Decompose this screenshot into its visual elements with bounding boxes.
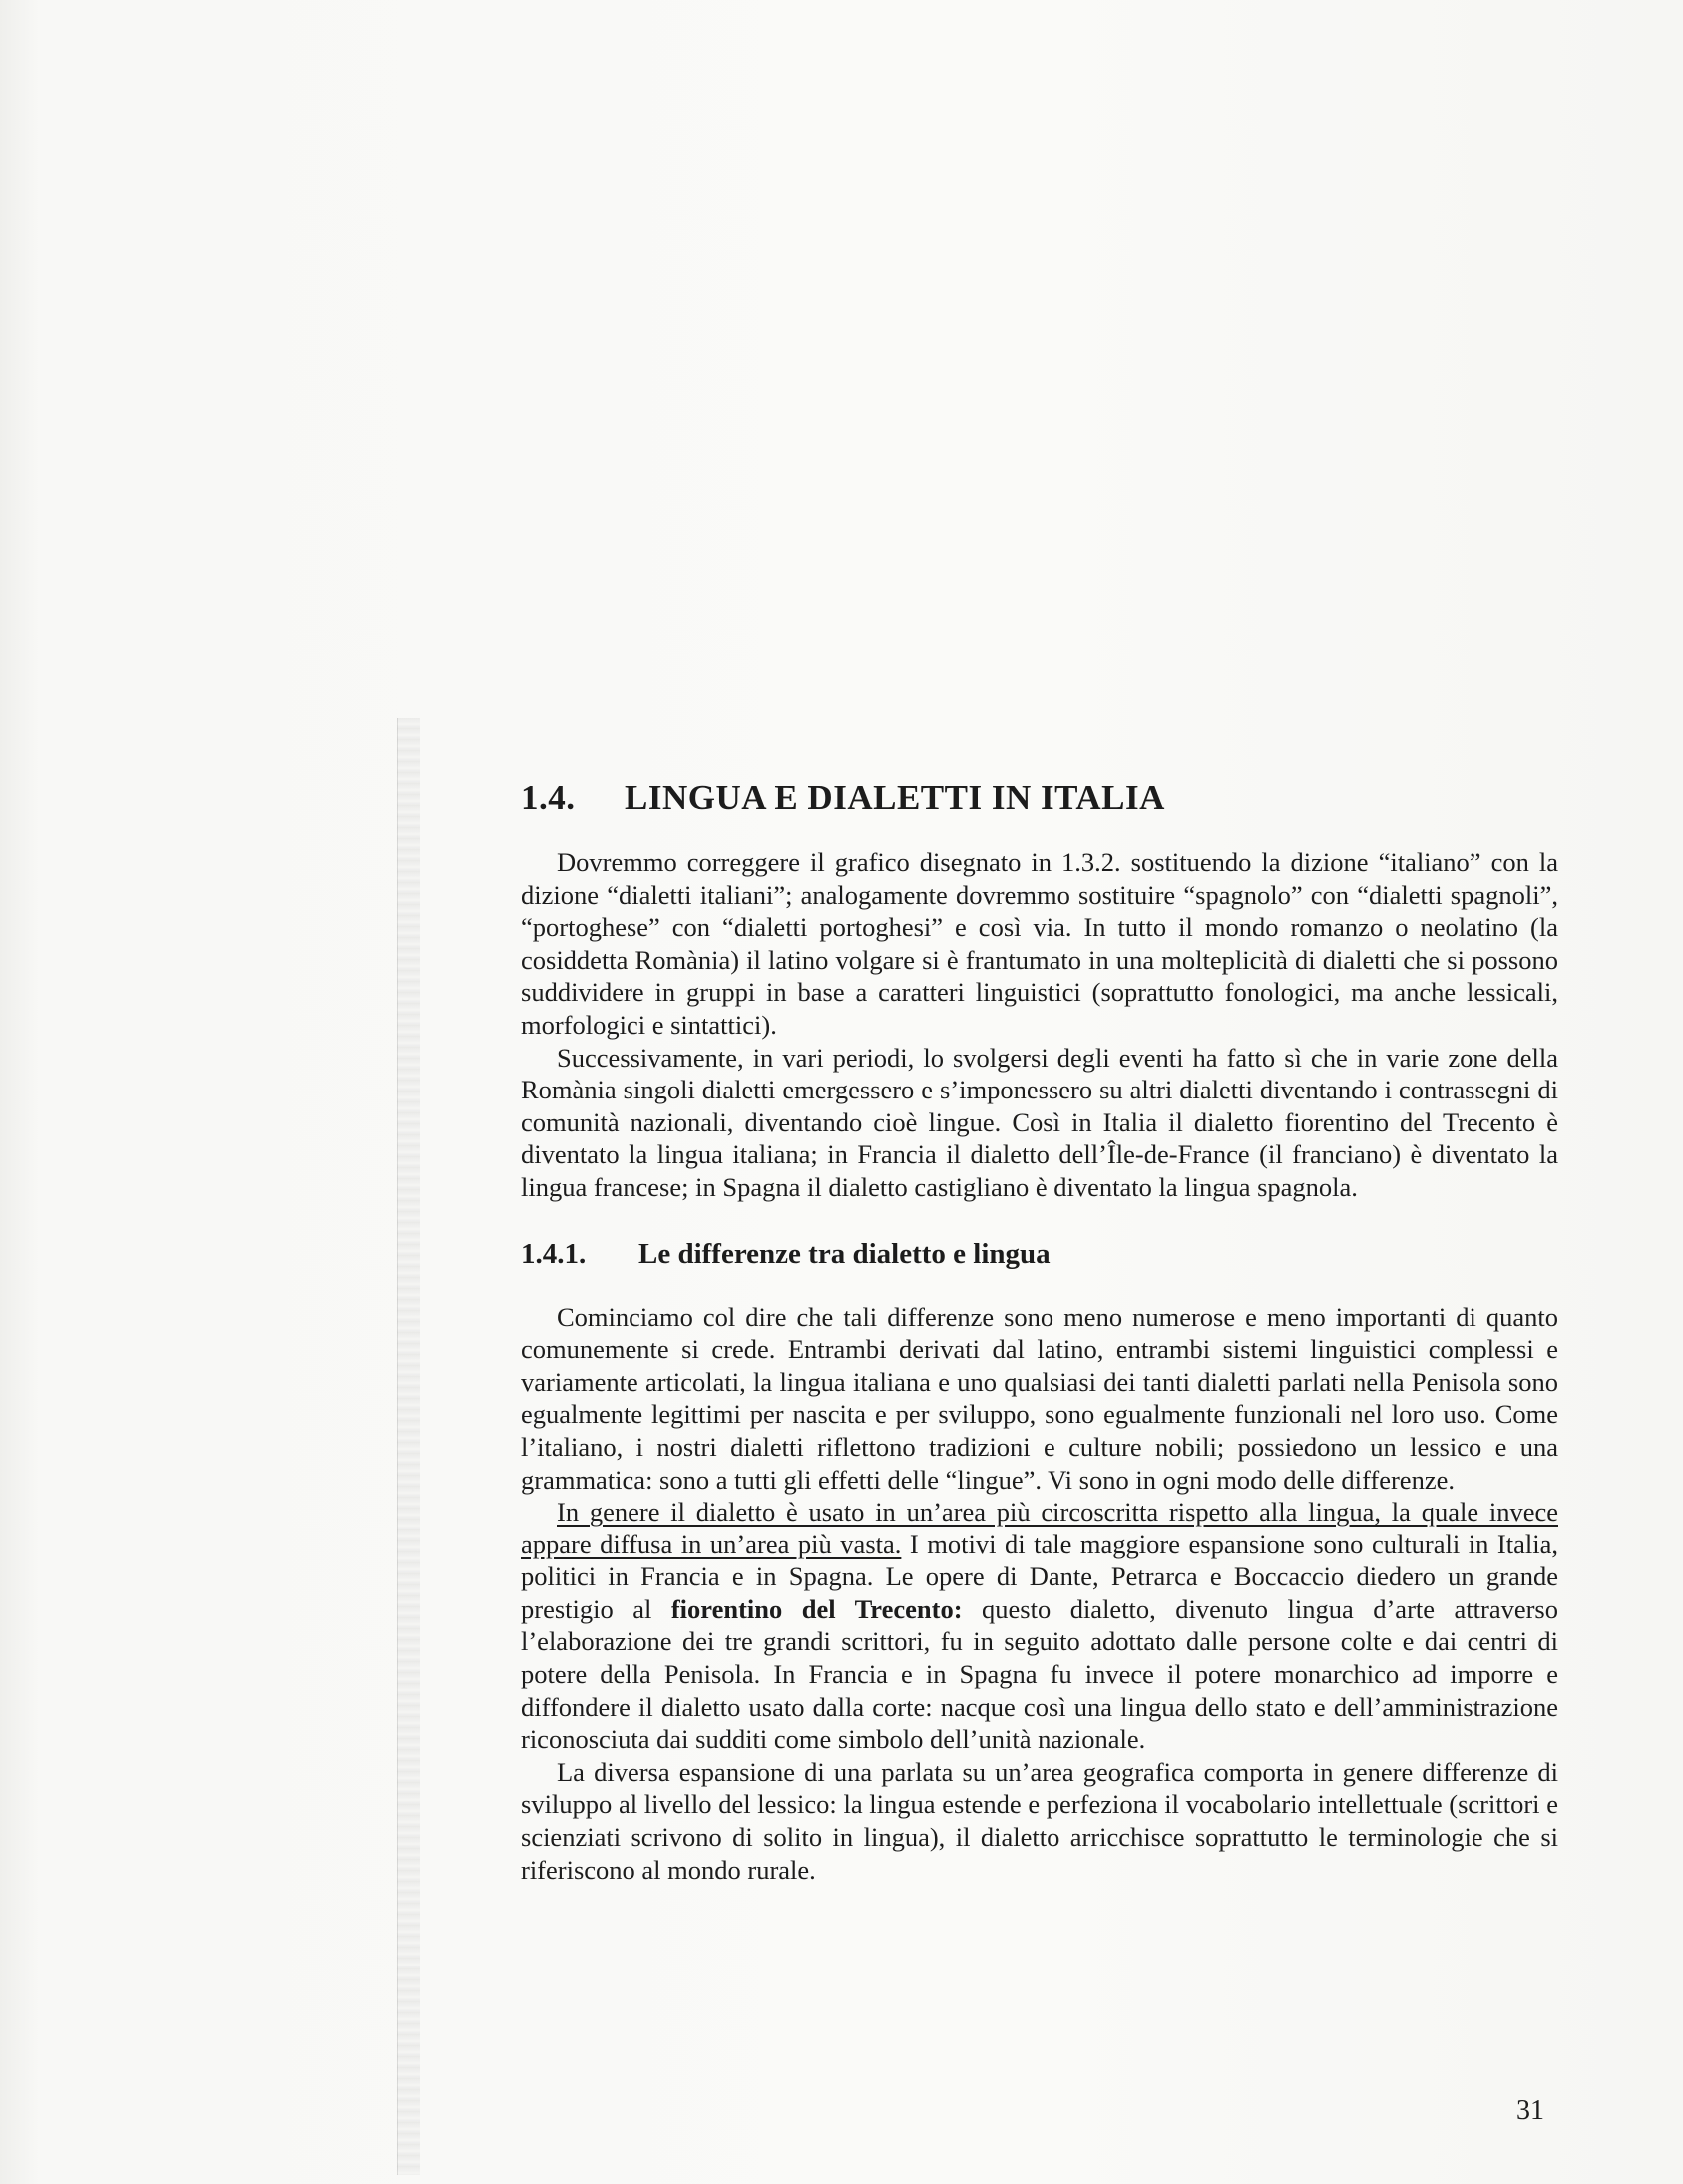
section-number: 1.4. [521,778,576,817]
paragraph-in-genere-text-2: questo dialetto, divenuto lingua d’arte attraverso l’elaborazione dei tre grandi scrittori, fu in seguito adottato dalle persone colte e dai centri di potere della Penisola. In Francia e in Spagna fu invece il potere monarchico ad imporre e diffondere il dialetto usato dalla corte: nacque così una lingua dello stato e dell’amministrazione riconosciuta dai sudditi come simbolo dell’unità nazionale. [521,1593,1558,1755]
section-title: LINGUA E DIALETTI IN ITALIA [625,778,1165,817]
underlined-sentence: In genere il dialetto è usato in un’area più circoscritta rispetto alla lingua, la quale invece appare diffusa in un’area più vasta. [521,1497,1558,1559]
page-content [521,778,1558,1886]
paragraph-diversa-espansione: La diversa espansione di una parlata su un’area geografica comporta in genere differenze di sviluppo al livello del lessico: la lingua estende e perfeziona il vocabolario intellettuale (scrittori e scienziati scrivono di solito in lingua), il dialetto arricchisce soprattutto le terminologie che si riferiscono al mondo rurale. [521,1756,1558,1885]
paragraph-successivamente: Successivamente, in vari periodi, lo svolgersi degli eventi ha fatto sì che in varie zone della Romània singoli dialetti emergessero e s’imponessero su altri dialetti diventando i contrassegni di comunità nazionali, diventando cioè lingue. Così in Italia il dialetto fiorentino del Trecento è diventato la lingua italiana; in Francia il dialetto dell’Île-de-France (il franciano) è diventato la lingua francese; in Spagna il dialetto castigliano è diventato la lingua spagnola. [521,1042,1558,1202]
paragraph-in-genere [521,1496,1558,1756]
subsection-title: Le differenze tra dialetto e lingua [638,1237,1051,1270]
paragraph-cominciamo: Cominciamo col dire che tali differenze sono meno numerose e meno importanti di quanto comunemente si crede. Entrambi derivati dal latino, entrambi sistemi linguistici complessi e variamente articolati, la lingua italiana e uno qualsiasi dei tanti dialetti parlati nella Penisola sono egualmente legittimi per nascita e per sviluppo, sono egualmente funzionali nel loro uso. Come l’italiano, i nostri dialetti riflettono tradizioni e culture nobili; possiedono un lessico e una grammatica: sono a tutti gli effetti delle “lingue”. Vi sono in ogni modo delle differenze. [521,1301,1558,1495]
subsection-heading [521,1238,1558,1271]
page-number: 31 [1516,2095,1544,2126]
paragraph-in-genere-text-1: I motivi di tale maggiore espansione sono culturali in Italia, politici in Francia e in Spagna. Le opere di Dante, Petrarca e Boccaccio diedero un grande prestigio al [521,1529,1558,1624]
subsection-number: 1.4.1. [521,1237,587,1270]
section-heading [521,778,1558,818]
paragraph-intro: Dovremmo correggere il grafico disegnato in 1.3.2. sostituendo la dizione “italiano” con la dizione “dialetti italiani”; analogamente dovremmo sostituire “spagnolo” con “dialetti spagnoli”, “portoghese” con “dialetti portoghesi” e così via. In tutto il mondo romanzo o neolatino (la cosiddetta Romània) il latino volgare si è frantumato in una molteplicità di dialetti che si possono suddividere in gruppi in base a caratteri linguistici (soprattutto fonologici, ma anche lessicali, morfologici e sintattici). [521,847,1558,1040]
bold-term-fiorentino: fiorentino del Trecento: [670,1593,963,1624]
scan-binding-edge [397,718,420,2175]
